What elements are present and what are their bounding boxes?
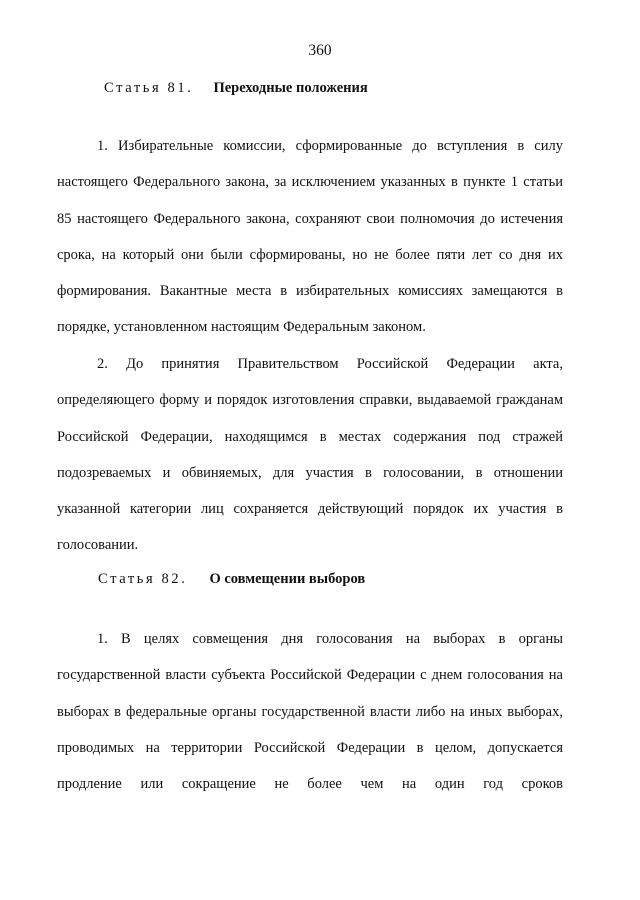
article-81-number: Статья 81. [104,80,194,96]
article-81-heading [0,80,640,97]
article-82-title: О совмещении выборов [209,571,366,587]
article-82-number: Статья 82. [98,571,188,587]
article-81-paragraph-1: 1. Избирательные комиссии, сформированные до вступления в силу настоящего Федерального закона, за исключением указанных в пункте 1 статьи 85 настоящего Федерального закона, сохраняют свои полномочия до истечения срока, на который они были сформированы, но не более пяти лет со дня их формирования. Вакантные места в избирательных комиссиях замещаются в порядке, установленном настоящим Федеральным законом. [57,138,563,336]
article-82-heading [0,571,640,588]
article-81-paragraph-2: 2. До принятия Правительством Российской Федерации акта, определяющего форму и порядок изготовления справки, выдаваемой гражданам Российской Федерации, находящимся в местах содержания под стражей подозреваемых и обвиняемых, для участия в голосовании, в отношении указанной категории лиц сохраняется действующий порядок их участия в голосовании. [57,356,563,554]
article-81-title: Переходные положения [213,80,368,96]
page-number: 360 [308,42,332,59]
article-82-paragraph-1: 1. В целях совмещения дня голосования на выборах в органы государственной власти субъекта Российской Федерации с днем голосования на выборах в федеральные органы государственной власти либо на иных выборах, проводимых на территории Российской Федерации в целом, допускается продление или сокращение не более чем на один год сроков [57,631,563,793]
